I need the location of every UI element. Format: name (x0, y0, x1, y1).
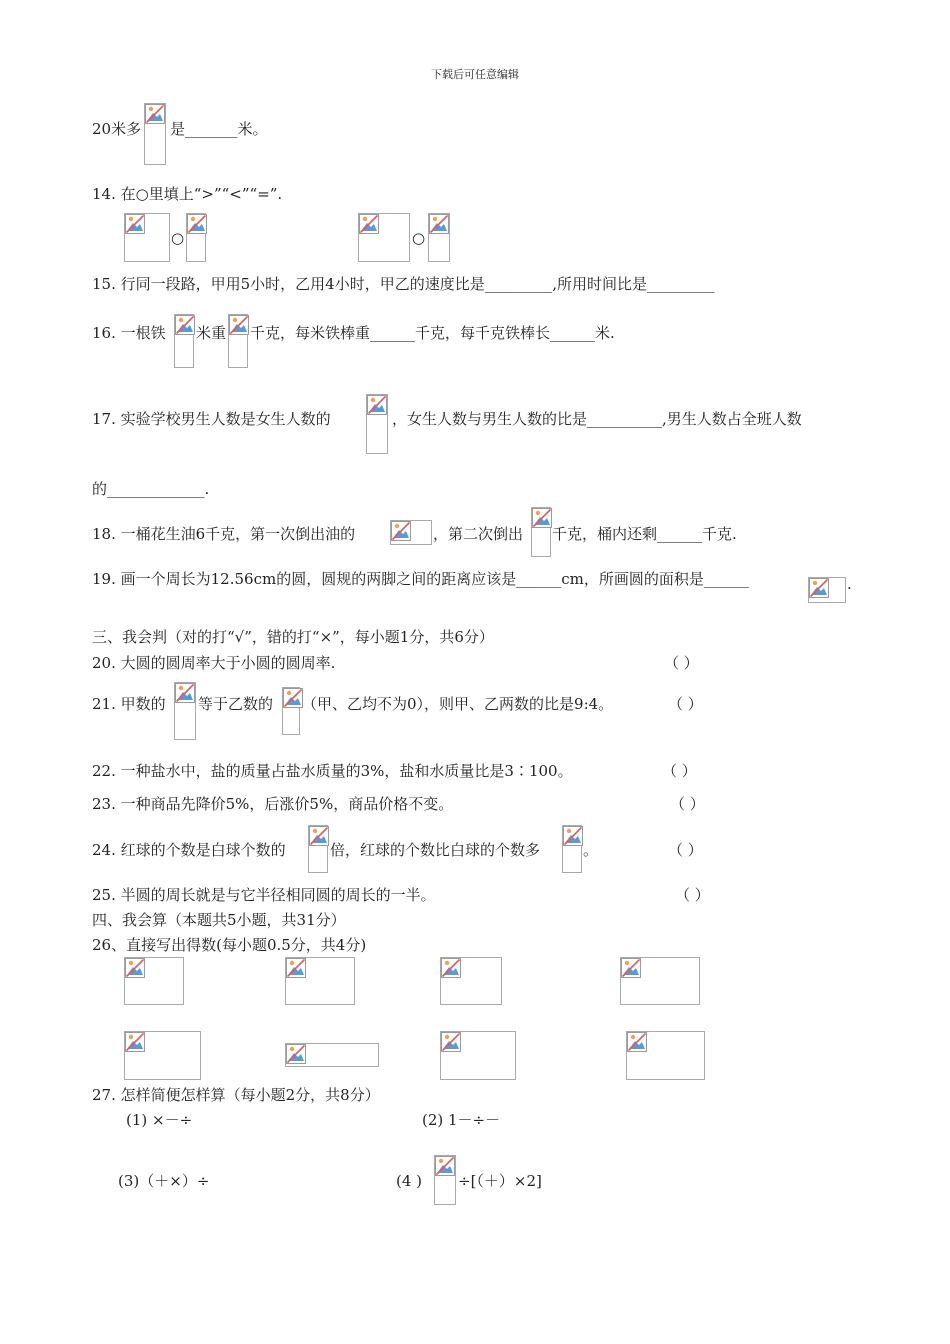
q13-text-a: 20米多 (92, 120, 142, 138)
q25-text: 25. 半圆的周长就是与它半径相同圆的周长的一半。 (92, 886, 436, 904)
expression-image (285, 1043, 379, 1067)
broken-image-icon (229, 315, 249, 335)
fraction-image (434, 1155, 456, 1205)
q22-text: 22. 一种盐水中，盐的质量占盐水质量的3%，盐和水质量比是3∶100。 (92, 762, 573, 780)
q24-text-a: 24. 红球的个数是白球个数的 (92, 841, 286, 859)
fraction-image (174, 314, 194, 368)
compare-circle: ○ (171, 229, 185, 247)
expression-image (124, 957, 184, 1005)
fraction-image (186, 213, 206, 262)
q17-text-a: 17. 实验学校男生人数是女生人数的 (92, 410, 331, 428)
page-header: 下载后可任意编辑 (431, 68, 519, 81)
q19-text-a: 19. 画一个周长为12.56cm的圆，圆规的两脚之间的距离应该是______cm，所画圆的面积是______ (92, 570, 749, 588)
q26-text: 26、直接写出得数(每小题0.5分，共4分) (92, 936, 367, 954)
q19-text-b: . (847, 575, 852, 593)
q20-answer-paren: （ ） (664, 654, 699, 672)
fraction-image (390, 520, 432, 545)
fraction-image (228, 314, 248, 368)
broken-image-icon (145, 104, 165, 124)
q27-part-2: (2) 1－÷－ (422, 1111, 501, 1129)
expression-image (124, 1031, 201, 1080)
broken-image-icon (809, 578, 829, 598)
broken-image-icon (125, 214, 145, 234)
q14-text: 14. 在○里填上“>”“<”“=”. (92, 185, 283, 203)
broken-image-icon (621, 958, 641, 978)
expression-image (440, 1031, 516, 1080)
q21-text-a: 21. 甲数的 (92, 695, 166, 713)
q27-part-3: (3)（＋×）÷ (118, 1172, 210, 1190)
broken-image-icon (175, 315, 195, 335)
fraction-image (808, 577, 846, 603)
expression-image (285, 957, 355, 1005)
q16-text-a: 16. 一根铁 (92, 324, 166, 342)
section-4-title: 四、我会算（本题共5小题，共31分） (92, 911, 346, 929)
q20-text: 20. 大圆的圆周率大于小圆的圆周率. (92, 654, 336, 672)
broken-image-icon (359, 214, 379, 234)
broken-image-icon (627, 1032, 647, 1052)
fraction-image (358, 213, 410, 262)
broken-image-icon (367, 395, 387, 415)
q24-text-c: 。 (583, 841, 599, 859)
broken-image-icon (435, 1156, 455, 1176)
q21-text-b: 等于乙数的 (198, 695, 274, 713)
broken-image-icon (391, 521, 411, 541)
q21-answer-paren: （ ） (668, 695, 703, 713)
expression-image (620, 957, 700, 1005)
q13-text-b: 是_______米。 (170, 120, 268, 138)
q18-text-c: 千克，桶内还剩______千克. (552, 525, 737, 543)
fraction-image (282, 687, 300, 735)
broken-image-icon (429, 214, 449, 234)
fraction-image (174, 682, 196, 740)
q27-part-4-a: (4 ) (396, 1172, 423, 1190)
q17-text-b: ，女生人数与男生人数的比是__________,男生人数占全班人数 (392, 410, 802, 428)
fraction-image (531, 507, 551, 557)
broken-image-icon (286, 958, 306, 978)
q16-text-c: 千克，每米铁棒重______千克，每千克铁棒长______米. (250, 324, 615, 342)
q24-answer-paren: （ ） (668, 841, 703, 859)
q18-text-a: 18. 一桶花生油6千克，第一次倒出油的 (92, 525, 356, 543)
expression-image (440, 957, 502, 1005)
fraction-image (562, 825, 582, 873)
broken-image-icon (125, 958, 145, 978)
compare-circle: ○ (412, 229, 426, 247)
broken-image-icon (563, 826, 583, 846)
fraction-image (144, 103, 166, 165)
broken-image-icon (532, 508, 552, 528)
q25-answer-paren: （ ） (675, 886, 710, 904)
q23-answer-paren: （ ） (670, 795, 705, 813)
fraction-image (366, 394, 388, 454)
section-3-title: 三、我会判（对的打“√”，错的打“×”，每小题1分，共6分） (92, 628, 494, 646)
q15-text: 15. 行同一段路，甲用5小时，乙用4小时，甲乙的速度比是_________,所用时间比是_________ (92, 275, 715, 293)
broken-image-icon (441, 958, 461, 978)
q21-text-c: （甲、乙均不为0），则甲、乙两数的比是9:4。 (302, 695, 614, 713)
q18-text-b: ，第二次倒出 (433, 525, 524, 543)
broken-image-icon (187, 214, 207, 234)
broken-image-icon (125, 1032, 145, 1052)
broken-image-icon (286, 1044, 306, 1064)
q16-text-b: 米重 (196, 324, 227, 342)
q23-text: 23. 一种商品先降价5%，后涨价5%，商品价格不变。 (92, 795, 454, 813)
q27-part-1: (1) ×－÷ (126, 1111, 193, 1129)
fraction-image (428, 213, 450, 262)
broken-image-icon (441, 1032, 461, 1052)
fraction-image (308, 825, 328, 873)
fraction-image (124, 213, 170, 262)
broken-image-icon (283, 688, 303, 708)
broken-image-icon (175, 683, 195, 703)
q27-text: 27. 怎样简便怎样算（每小题2分，共8分） (92, 1086, 380, 1104)
broken-image-icon (309, 826, 329, 846)
expression-image (626, 1031, 705, 1080)
q17-text-c: 的_____________. (92, 480, 210, 498)
q24-text-b: 倍，红球的个数比白球的个数多 (330, 841, 541, 859)
q22-answer-paren: （ ） (662, 762, 697, 780)
q27-part-4-b: ÷[（＋）×2] (458, 1172, 542, 1190)
